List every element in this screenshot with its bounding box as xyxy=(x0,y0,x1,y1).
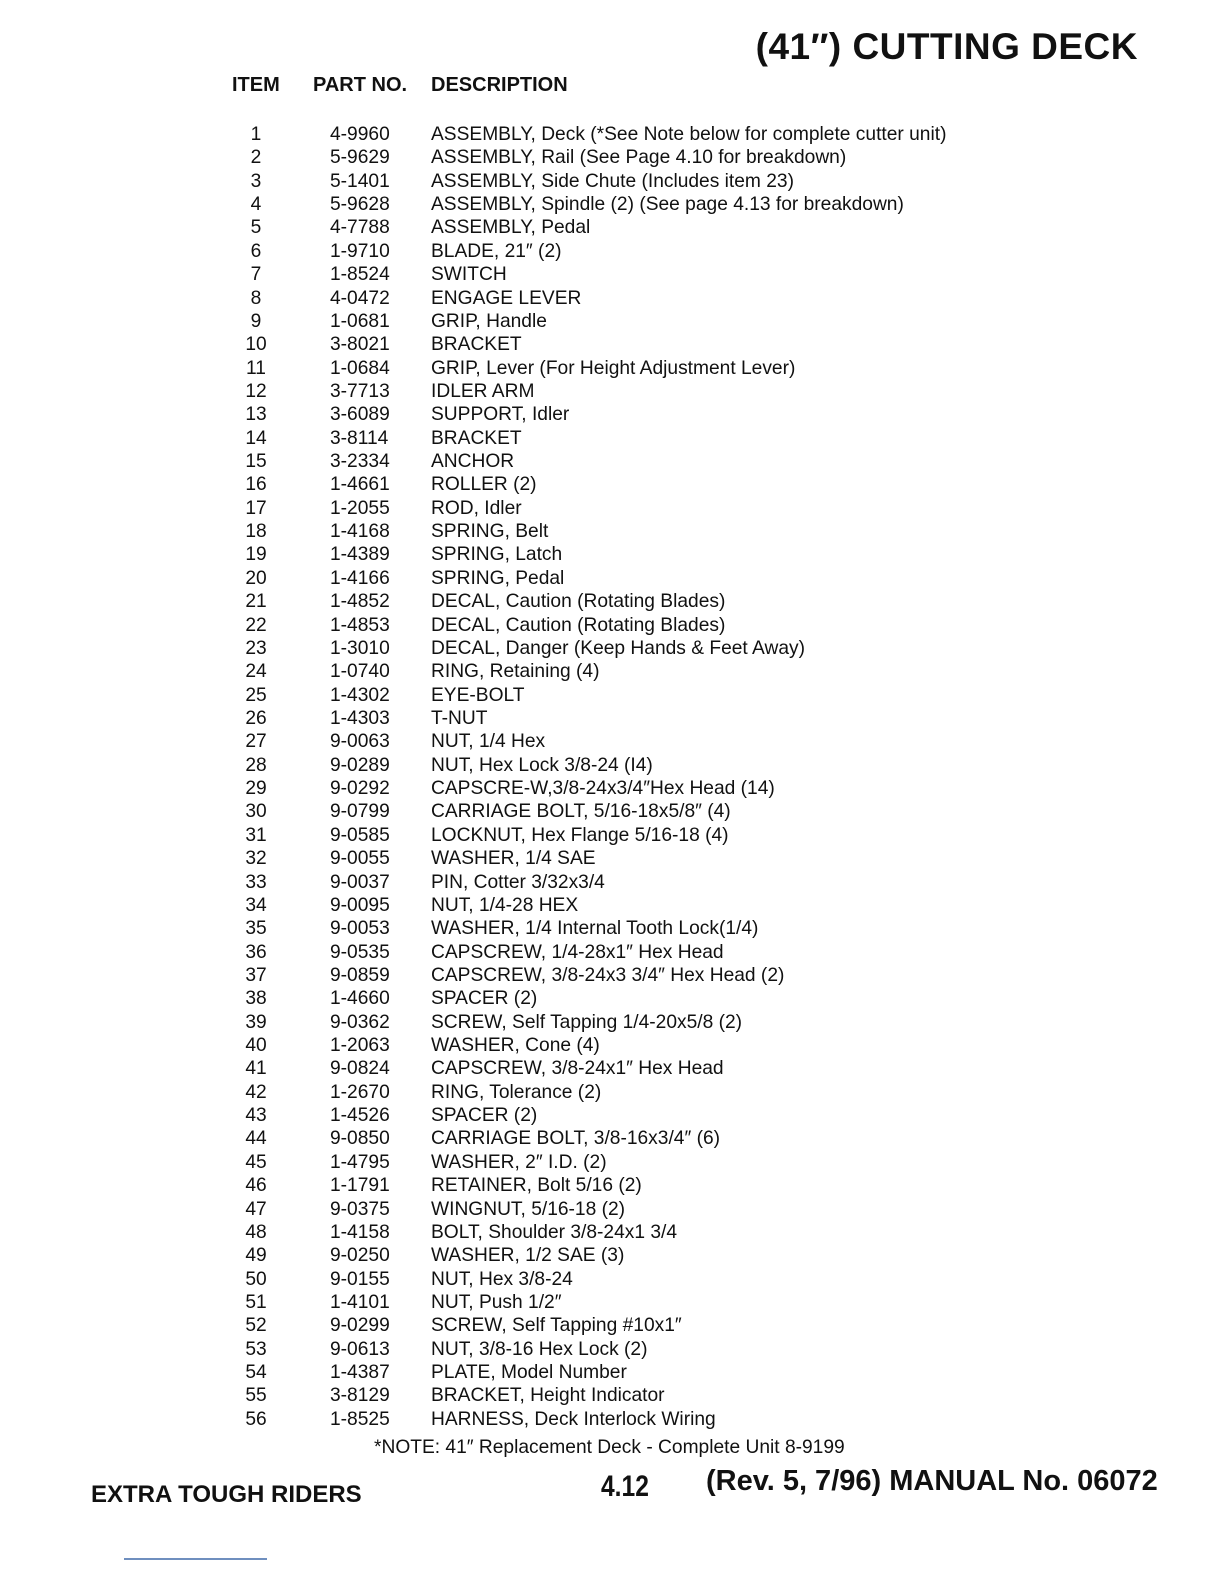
part-description: EYE-BOLT xyxy=(431,684,525,706)
parts-row xyxy=(0,193,1224,216)
parts-row xyxy=(0,754,1224,777)
parts-row xyxy=(0,333,1224,356)
item-number: 16 xyxy=(245,474,267,496)
item-number: 41 xyxy=(245,1058,267,1080)
item-number: 26 xyxy=(245,707,267,729)
parts-row xyxy=(0,684,1224,707)
item-number: 6 xyxy=(250,240,262,262)
part-description: DECAL, Caution (Rotating Blades) xyxy=(431,614,726,636)
part-description: NUT, Hex 3/8-24 xyxy=(431,1268,573,1290)
part-number: 9-0250 xyxy=(330,1245,390,1267)
part-number: 1-8525 xyxy=(330,1408,390,1430)
item-number: 50 xyxy=(245,1268,267,1290)
part-description: ASSEMBLY, Side Chute (Includes item 23) xyxy=(431,170,794,192)
part-number: 1-4661 xyxy=(330,474,390,496)
part-description: DECAL, Caution (Rotating Blades) xyxy=(431,591,726,613)
part-number: 1-2670 xyxy=(330,1081,390,1103)
parts-row xyxy=(0,123,1224,146)
part-number: 1-0740 xyxy=(330,661,390,683)
part-number: 1-4526 xyxy=(330,1105,390,1127)
part-number: 1-0684 xyxy=(330,357,390,379)
item-number: 56 xyxy=(245,1408,267,1430)
part-number: 1-4387 xyxy=(330,1362,390,1384)
item-number: 54 xyxy=(245,1362,267,1384)
part-description: SUPPORT, Idler xyxy=(431,404,570,426)
part-number: 1-4852 xyxy=(330,591,390,613)
part-description: CAPSCREW, 1/4-28x1″ Hex Head xyxy=(431,941,724,963)
item-number: 10 xyxy=(245,334,267,356)
part-number: 3-8114 xyxy=(330,427,389,449)
parts-row xyxy=(0,1174,1224,1197)
parts-row xyxy=(0,730,1224,753)
part-number: 1-4158 xyxy=(330,1221,390,1243)
part-number: 9-0375 xyxy=(330,1198,390,1220)
part-number: 5-1401 xyxy=(330,170,390,192)
parts-row xyxy=(0,894,1224,917)
part-number: 9-0053 xyxy=(330,918,390,940)
part-number: 9-0535 xyxy=(330,941,390,963)
item-number: 38 xyxy=(245,988,267,1010)
part-number: 1-4302 xyxy=(330,684,390,706)
item-number: 33 xyxy=(245,871,267,893)
part-number: 9-0585 xyxy=(330,824,390,846)
item-number: 48 xyxy=(245,1221,267,1243)
part-description: WASHER, 1/4 Internal Tooth Lock(1/4) xyxy=(431,918,759,940)
item-number: 44 xyxy=(245,1128,267,1150)
parts-row xyxy=(0,941,1224,964)
parts-row xyxy=(0,1151,1224,1174)
part-description: GRIP, Handle xyxy=(431,310,547,332)
item-number: 29 xyxy=(245,778,267,800)
item-number: 3 xyxy=(250,170,262,192)
item-number: 30 xyxy=(245,801,267,823)
item-number: 11 xyxy=(246,357,266,379)
part-description: WINGNUT, 5/16-18 (2) xyxy=(431,1198,626,1220)
parts-list xyxy=(0,123,1224,1431)
parts-row xyxy=(0,497,1224,520)
parts-row xyxy=(0,1244,1224,1267)
parts-row xyxy=(0,403,1224,426)
column-header-description: DESCRIPTION xyxy=(431,74,568,96)
part-description: SCREW, Self Tapping #10x1″ xyxy=(431,1315,682,1337)
divider-line xyxy=(124,1558,267,1560)
part-description: BRACKET xyxy=(431,427,522,449)
part-description: SPRING, Pedal xyxy=(431,567,565,589)
item-number: 53 xyxy=(245,1338,267,1360)
item-number: 37 xyxy=(245,964,267,986)
item-number: 36 xyxy=(245,941,267,963)
item-number: 45 xyxy=(245,1151,267,1173)
part-number: 3-8021 xyxy=(330,334,390,356)
part-description: SPACER (2) xyxy=(431,988,538,1010)
part-number: 1-9710 xyxy=(330,240,390,262)
item-number: 35 xyxy=(245,918,267,940)
part-description: GRIP, Lever (For Height Adjustment Lever) xyxy=(431,357,796,379)
page-number: 4.12 xyxy=(601,1470,649,1503)
item-number: 25 xyxy=(245,684,267,706)
part-description: WASHER, 2″ I.D. (2) xyxy=(431,1151,607,1173)
parts-row xyxy=(0,1104,1224,1127)
part-description: LOCKNUT, Hex Flange 5/16-18 (4) xyxy=(431,824,729,846)
part-description: BLADE, 21″ (2) xyxy=(431,240,562,262)
part-description: CARRIAGE BOLT, 5/16-18x5/8″ (4) xyxy=(431,801,731,823)
parts-row xyxy=(0,427,1224,450)
parts-row xyxy=(0,1011,1224,1034)
part-number: 4-9960 xyxy=(330,124,390,145)
part-number: 9-0095 xyxy=(330,894,390,916)
part-description: PLATE, Model Number xyxy=(431,1362,627,1384)
part-description: ASSEMBLY, Spindle (2) (See page 4.13 for breakdown) xyxy=(431,194,904,216)
item-number: 46 xyxy=(245,1175,267,1197)
item-number: 9 xyxy=(250,310,262,332)
part-description: WASHER, 1/2 SAE (3) xyxy=(431,1245,625,1267)
parts-row xyxy=(0,1314,1224,1337)
part-description: ROLLER (2) xyxy=(431,474,537,496)
part-description: ENGAGE LEVER xyxy=(431,287,582,309)
part-number: 1-4660 xyxy=(330,988,390,1010)
parts-row xyxy=(0,590,1224,613)
parts-row xyxy=(0,800,1224,823)
parts-row xyxy=(0,1384,1224,1407)
part-description: RING, Tolerance (2) xyxy=(431,1081,602,1103)
part-description: ROD, Idler xyxy=(431,497,522,519)
part-number: 9-0063 xyxy=(330,731,390,753)
part-description: IDLER ARM xyxy=(431,380,535,402)
parts-row xyxy=(0,1221,1224,1244)
parts-row xyxy=(0,520,1224,543)
parts-row xyxy=(0,240,1224,263)
parts-row xyxy=(0,1408,1224,1431)
parts-row xyxy=(0,614,1224,637)
item-number: 8 xyxy=(250,287,262,309)
part-description: WASHER, 1/4 SAE xyxy=(431,848,596,870)
item-number: 18 xyxy=(245,521,267,543)
part-description: NUT, 1/4-28 HEX xyxy=(431,894,579,916)
item-number: 31 xyxy=(245,824,267,846)
parts-row xyxy=(0,1081,1224,1104)
part-number: 9-0824 xyxy=(330,1058,390,1080)
item-number: 1 xyxy=(250,124,262,145)
parts-row xyxy=(0,1057,1224,1080)
part-description: DECAL, Danger (Keep Hands & Feet Away) xyxy=(431,637,805,659)
parts-row xyxy=(0,216,1224,239)
part-number: 9-0613 xyxy=(330,1338,390,1360)
parts-row xyxy=(0,637,1224,660)
parts-row xyxy=(0,847,1224,870)
part-number: 9-0289 xyxy=(330,754,390,776)
part-number: 1-4303 xyxy=(330,707,390,729)
part-number: 3-2334 xyxy=(330,451,390,473)
part-description: SPRING, Latch xyxy=(431,544,563,566)
item-number: 55 xyxy=(245,1385,267,1407)
parts-row xyxy=(0,1361,1224,1384)
item-number: 22 xyxy=(245,614,267,636)
item-number: 40 xyxy=(245,1035,267,1057)
item-number: 13 xyxy=(245,404,267,426)
parts-row xyxy=(0,1198,1224,1221)
part-number: 9-0155 xyxy=(330,1268,390,1290)
part-number: 1-3010 xyxy=(330,637,390,659)
item-number: 24 xyxy=(245,661,267,683)
part-number: 1-4795 xyxy=(330,1151,390,1173)
parts-row xyxy=(0,310,1224,333)
part-description: CAPSCREW, 3/8-24x1″ Hex Head xyxy=(431,1058,724,1080)
part-number: 1-4101 xyxy=(330,1291,390,1313)
part-number: 3-7713 xyxy=(330,380,390,402)
parts-row xyxy=(0,707,1224,730)
item-number: 39 xyxy=(245,1011,267,1033)
parts-row xyxy=(0,357,1224,380)
part-number: 3-8129 xyxy=(330,1385,390,1407)
parts-row xyxy=(0,567,1224,590)
part-description: PIN, Cotter 3/32x3/4 xyxy=(431,871,605,893)
part-number: 9-0037 xyxy=(330,871,390,893)
item-number: 34 xyxy=(245,894,267,916)
part-description: BOLT, Shoulder 3/8-24x1 3/4 xyxy=(431,1221,678,1243)
part-description: ANCHOR xyxy=(431,451,515,473)
parts-row xyxy=(0,964,1224,987)
part-description: RING, Retaining (4) xyxy=(431,661,600,683)
parts-row xyxy=(0,871,1224,894)
part-description: WASHER, Cone (4) xyxy=(431,1035,600,1057)
part-number: 5-9629 xyxy=(330,147,390,169)
parts-row xyxy=(0,1268,1224,1291)
part-description: CAPSCREW, 3/8-24x3 3/4″ Hex Head (2) xyxy=(431,964,785,986)
part-number: 4-7788 xyxy=(330,217,390,239)
part-number: 1-4166 xyxy=(330,567,390,589)
item-number: 47 xyxy=(245,1198,267,1220)
item-number: 49 xyxy=(245,1245,267,1267)
item-number: 42 xyxy=(245,1081,267,1103)
item-number: 14 xyxy=(245,427,267,449)
part-number: 9-0292 xyxy=(330,778,390,800)
part-description: SCREW, Self Tapping 1/4-20x5/8 (2) xyxy=(431,1011,743,1033)
item-number: 32 xyxy=(245,848,267,870)
item-number: 15 xyxy=(245,451,267,473)
part-number: 1-1791 xyxy=(330,1175,390,1197)
part-number: 9-0859 xyxy=(330,964,390,986)
item-number: 4 xyxy=(250,194,262,216)
replacement-deck-note: *NOTE: 41″ Replacement Deck - Complete Unit 8-9199 xyxy=(374,1437,845,1458)
part-description: BRACKET xyxy=(431,334,522,356)
item-number: 19 xyxy=(245,544,267,566)
part-description: NUT, 1/4 Hex xyxy=(431,731,546,753)
part-number: 1-2063 xyxy=(330,1035,390,1057)
part-description: SWITCH xyxy=(431,264,507,286)
part-description: BRACKET, Height Indicator xyxy=(431,1385,665,1407)
item-number: 43 xyxy=(245,1105,267,1127)
part-description: T-NUT xyxy=(431,707,488,729)
item-number: 20 xyxy=(245,567,267,589)
part-number: 9-0850 xyxy=(330,1128,390,1150)
part-number: 9-0055 xyxy=(330,848,390,870)
footer-product-line: EXTRA TOUGH RIDERS xyxy=(91,1481,362,1508)
part-number: 9-0799 xyxy=(330,801,390,823)
part-description: SPACER (2) xyxy=(431,1105,538,1127)
parts-row xyxy=(0,473,1224,496)
part-number: 1-2055 xyxy=(330,497,390,519)
parts-row xyxy=(0,1034,1224,1057)
item-number: 2 xyxy=(250,147,262,169)
part-description: ASSEMBLY, Pedal xyxy=(431,217,591,239)
parts-row xyxy=(0,660,1224,683)
parts-row xyxy=(0,1127,1224,1150)
item-number: 5 xyxy=(250,217,262,239)
manual-revision: (Rev. 5, 7/96) MANUAL No. 06072 xyxy=(706,1465,1158,1497)
parts-row xyxy=(0,146,1224,169)
item-number: 27 xyxy=(245,731,267,753)
part-description: NUT, 3/8-16 Hex Lock (2) xyxy=(431,1338,648,1360)
part-description: CARRIAGE BOLT, 3/8-16x3/4″ (6) xyxy=(431,1128,721,1150)
part-number: 1-4389 xyxy=(330,544,390,566)
part-description: NUT, Hex Lock 3/8-24 (I4) xyxy=(431,754,653,776)
part-description: ASSEMBLY, Deck (*See Note below for complete cutter unit) xyxy=(431,124,947,145)
part-description: SPRING, Belt xyxy=(431,521,549,543)
part-number: 9-0299 xyxy=(330,1315,390,1337)
item-number: 52 xyxy=(245,1315,267,1337)
item-number: 23 xyxy=(245,637,267,659)
parts-row xyxy=(0,1338,1224,1361)
parts-row xyxy=(0,263,1224,286)
parts-row xyxy=(0,543,1224,566)
part-description: HARNESS, Deck Interlock Wiring xyxy=(431,1408,716,1430)
item-number: 21 xyxy=(245,591,267,613)
part-number: 4-0472 xyxy=(330,287,390,309)
parts-row xyxy=(0,777,1224,800)
parts-row xyxy=(0,450,1224,473)
parts-row xyxy=(0,287,1224,310)
part-number: 9-0362 xyxy=(330,1011,390,1033)
part-number: 1-8524 xyxy=(330,264,390,286)
part-number: 1-4853 xyxy=(330,614,390,636)
part-number: 5-9628 xyxy=(330,194,390,216)
column-header-item: ITEM xyxy=(232,74,280,96)
parts-row xyxy=(0,987,1224,1010)
parts-row xyxy=(0,170,1224,193)
parts-row xyxy=(0,380,1224,403)
part-description: RETAINER, Bolt 5/16 (2) xyxy=(431,1175,642,1197)
part-number: 3-6089 xyxy=(330,404,390,426)
part-number: 1-4168 xyxy=(330,521,390,543)
page-title: (41″) CUTTING DECK xyxy=(755,26,1138,67)
part-description: ASSEMBLY, Rail (See Page 4.10 for breakdown) xyxy=(431,147,847,169)
part-description: NUT, Push 1/2″ xyxy=(431,1291,562,1313)
column-header-part-no: PART NO. xyxy=(313,74,408,96)
part-description: CAPSCRE-W,3/8-24x3/4″Hex Head (14) xyxy=(431,778,775,800)
item-number: 7 xyxy=(250,264,262,286)
item-number: 17 xyxy=(245,497,267,519)
part-number: 1-0681 xyxy=(330,310,390,332)
parts-row xyxy=(0,917,1224,940)
item-number: 28 xyxy=(245,754,267,776)
item-number: 51 xyxy=(245,1291,267,1313)
item-number: 12 xyxy=(245,380,267,402)
parts-row xyxy=(0,824,1224,847)
parts-row xyxy=(0,1291,1224,1314)
